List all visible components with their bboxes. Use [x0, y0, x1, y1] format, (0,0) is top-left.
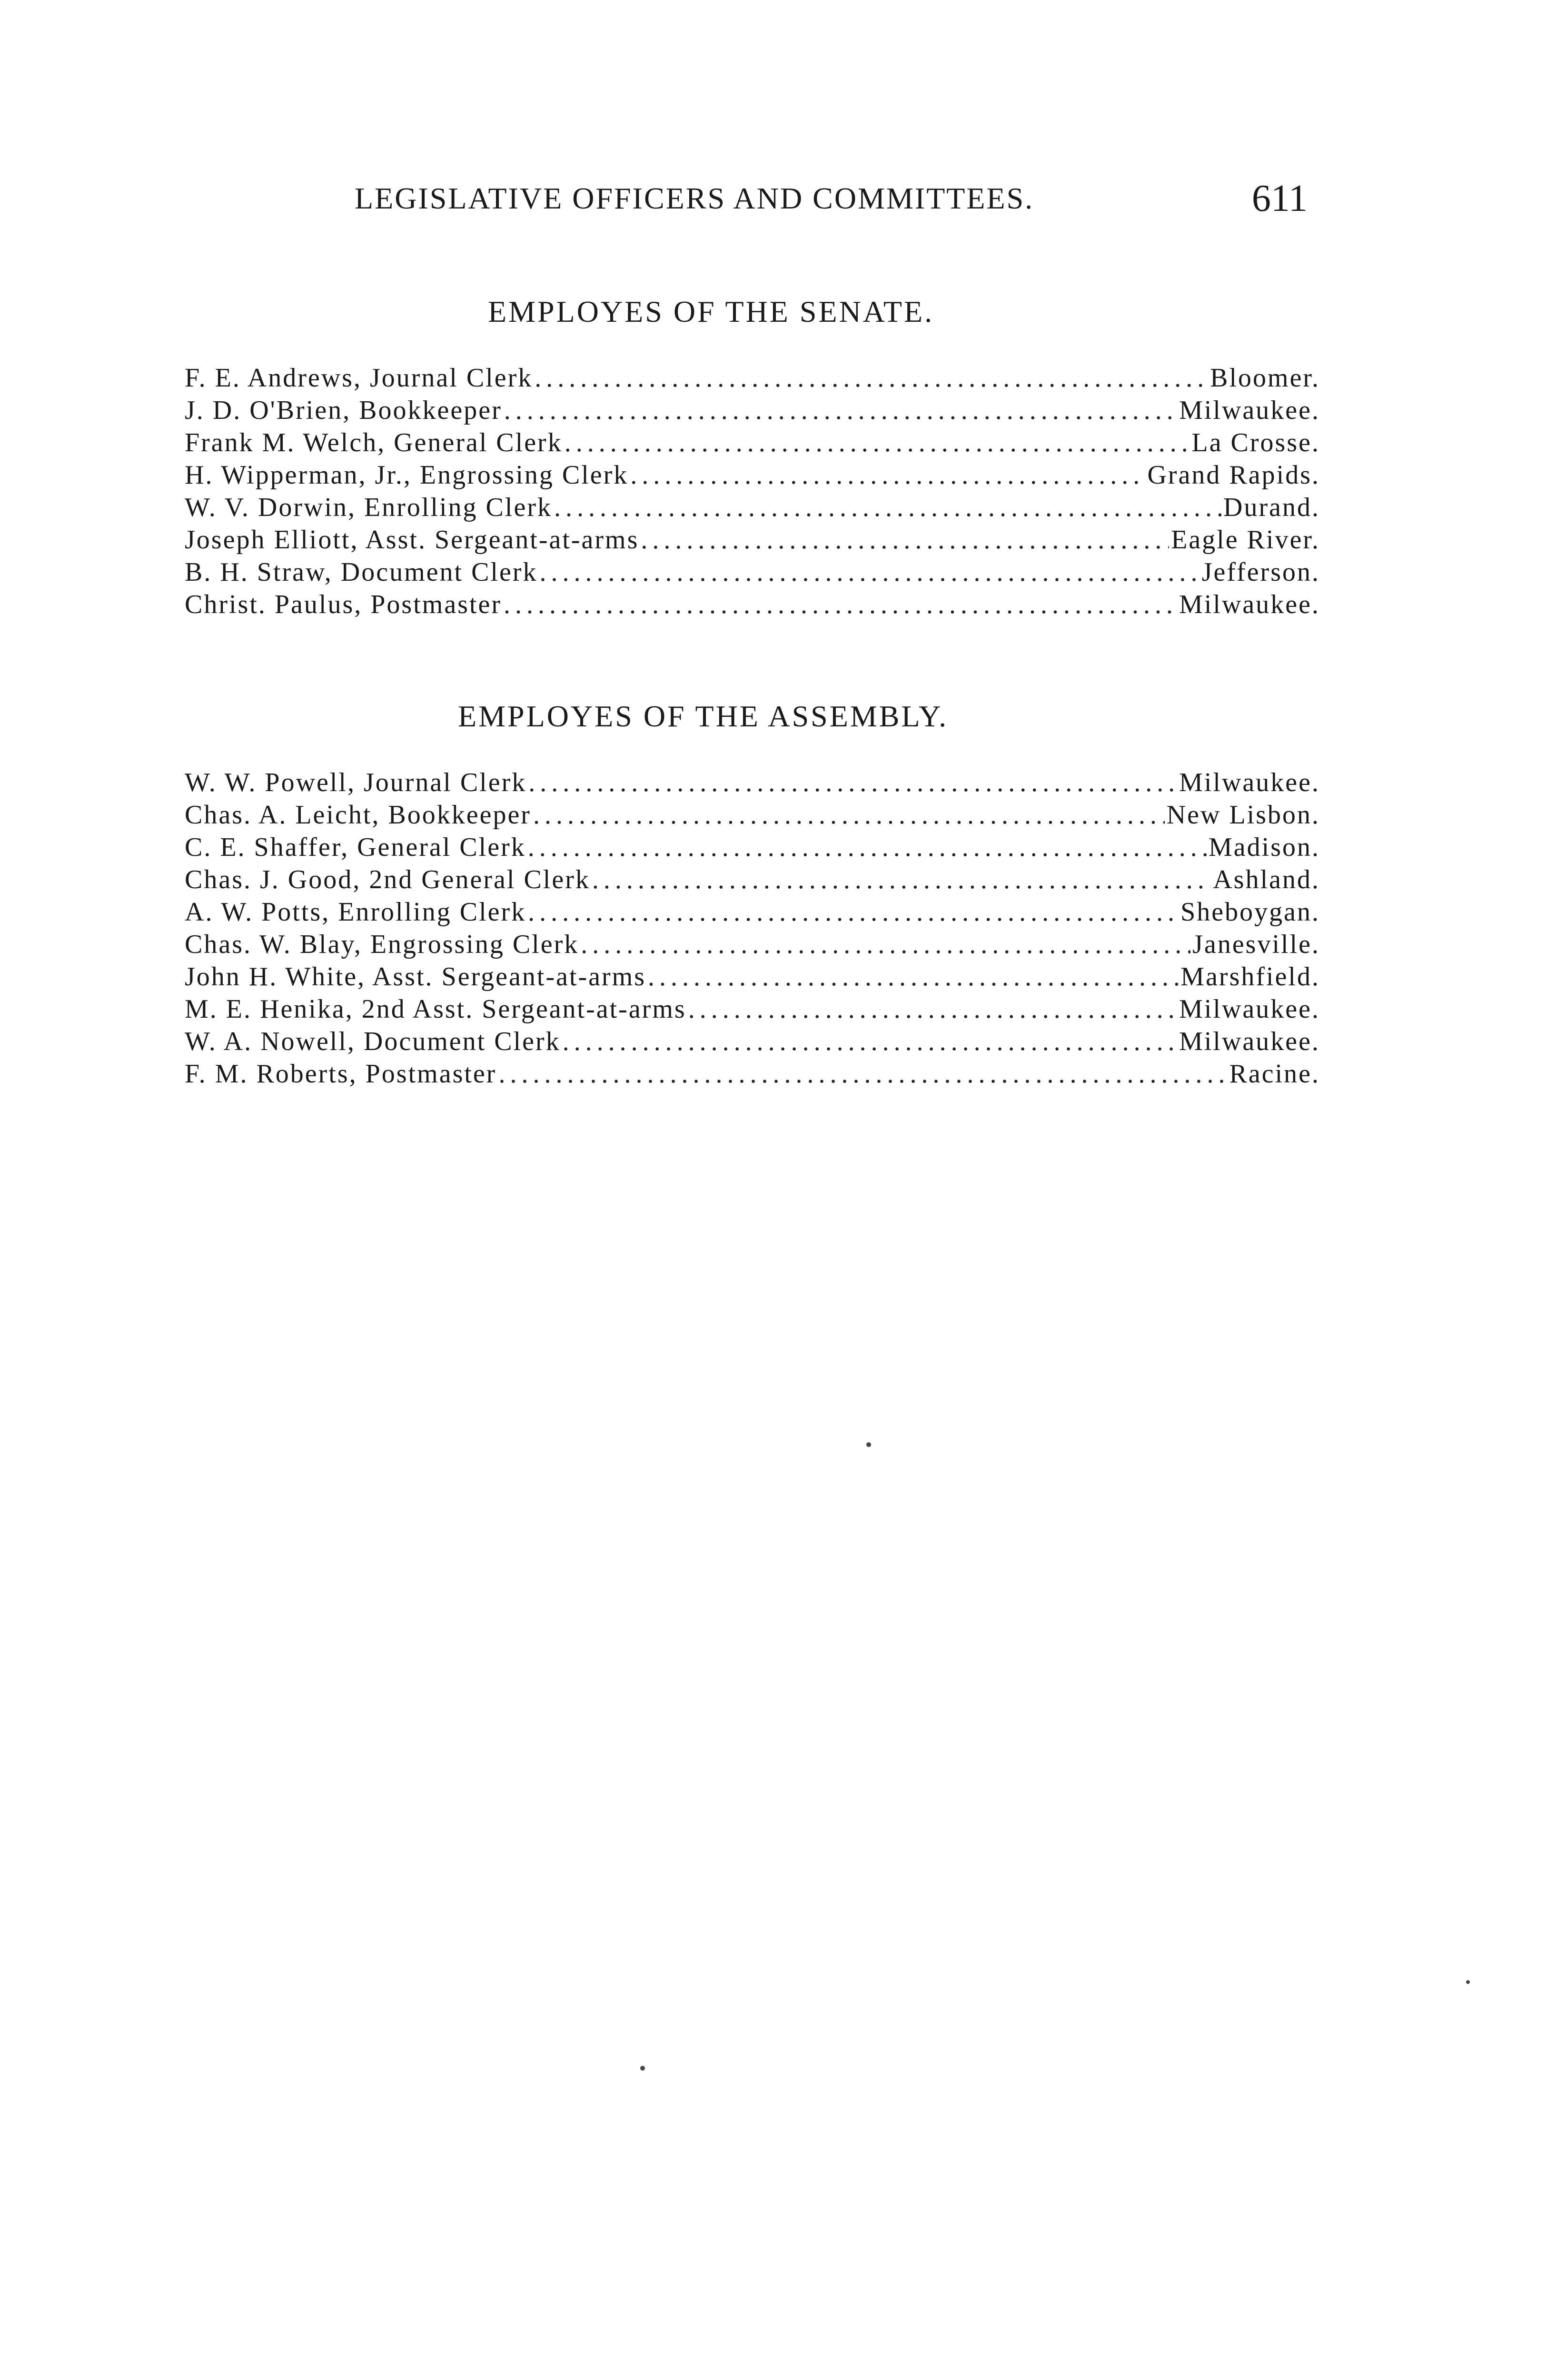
- employee-residence: Ashland.: [1213, 865, 1320, 894]
- dot-leader: [581, 928, 1190, 961]
- employee-name-role: Chas. W. Blay, Engrossing Clerk: [185, 930, 579, 959]
- list-item: [185, 394, 1320, 426]
- employee-name-role: B. H. Straw, Document Clerk: [185, 557, 538, 587]
- dot-leader: [533, 799, 1165, 831]
- employee-residence: Durand.: [1223, 493, 1320, 522]
- employee-residence: Eagle River.: [1171, 525, 1320, 555]
- list-item: [185, 831, 1320, 863]
- list-item: [185, 362, 1320, 394]
- employee-name-role: Joseph Elliott, Asst. Sergeant-at-arms: [185, 525, 639, 555]
- employee-residence: Milwaukee.: [1179, 994, 1320, 1024]
- list-item: [185, 928, 1320, 961]
- employee-residence: Janesville.: [1192, 930, 1320, 959]
- dot-leader: [565, 426, 1190, 459]
- dot-leader: [630, 459, 1145, 491]
- employee-name-role: John H. White, Asst. Sergeant-at-arms: [185, 962, 646, 992]
- employee-name-role: J. D. O'Brien, Bookkeeper: [185, 396, 502, 425]
- employee-name-role: C. E. Shaffer, General Clerk: [185, 833, 526, 862]
- employee-residence: Milwaukee.: [1179, 396, 1320, 425]
- dot-leader: [498, 1058, 1227, 1090]
- dot-leader: [648, 961, 1179, 993]
- print-speck: [866, 1442, 871, 1447]
- list-item: [185, 588, 1320, 621]
- employee-residence: Madison.: [1209, 833, 1320, 862]
- print-speck: [1466, 1980, 1470, 1984]
- employee-name-role: Chas. A. Leicht, Bookkeeper: [185, 800, 531, 830]
- employee-residence: Racine.: [1229, 1059, 1320, 1089]
- dot-leader: [592, 863, 1211, 896]
- list-item: [185, 556, 1320, 588]
- employee-residence: Sheboygan.: [1180, 897, 1320, 927]
- employee-name-role: Chas. J. Good, 2nd General Clerk: [185, 865, 590, 894]
- list-item: [185, 993, 1320, 1025]
- dot-leader: [504, 394, 1177, 426]
- employee-name-role: Frank M. Welch, General Clerk: [185, 428, 563, 457]
- dot-leader: [641, 524, 1169, 556]
- list-item: [185, 1058, 1320, 1090]
- list-item: [185, 1025, 1320, 1058]
- list-item: [185, 961, 1320, 993]
- employee-residence: Jefferson.: [1201, 557, 1320, 587]
- employee-residence: Milwaukee.: [1179, 768, 1320, 797]
- senate-employee-list: [185, 362, 1320, 621]
- dot-leader: [540, 556, 1200, 588]
- employee-residence: Marshfield.: [1180, 962, 1320, 992]
- list-item: [185, 491, 1320, 524]
- list-item: [185, 459, 1320, 491]
- employee-name-role: A. W. Potts, Enrolling Clerk: [185, 897, 526, 927]
- assembly-section-title: EMPLOYES OF THE ASSEMBLY.: [458, 699, 949, 733]
- employee-residence: Grand Rapids.: [1147, 460, 1320, 490]
- employee-name-role: F. E. Andrews, Journal Clerk: [185, 363, 533, 393]
- dot-leader: [528, 831, 1207, 863]
- page-number: 611: [1252, 178, 1308, 219]
- list-item: [185, 426, 1320, 459]
- assembly-employee-list: [185, 766, 1320, 1090]
- employee-name-role: Christ. Paulus, Postmaster: [185, 590, 502, 619]
- running-head: LEGISLATIVE OFFICERS AND COMMITTEES.: [355, 181, 1034, 215]
- senate-section-title: EMPLOYES OF THE SENATE.: [488, 295, 934, 328]
- employee-name-role: W. V. Dorwin, Enrolling Clerk: [185, 493, 552, 522]
- employee-residence: Milwaukee.: [1179, 1027, 1320, 1056]
- dot-leader: [504, 588, 1177, 621]
- list-item: [185, 799, 1320, 831]
- employee-name-role: M. E. Henika, 2nd Asst. Sergeant-at-arms: [185, 994, 686, 1024]
- list-item: [185, 524, 1320, 556]
- employee-residence: La Crosse.: [1191, 428, 1320, 457]
- employee-name-role: W. A. Nowell, Document Clerk: [185, 1027, 561, 1056]
- employee-name-role: H. Wipperman, Jr., Engrossing Clerk: [185, 460, 629, 490]
- employee-residence: Milwaukee.: [1179, 590, 1320, 619]
- dot-leader: [535, 362, 1208, 394]
- dot-leader: [528, 896, 1179, 928]
- dot-leader: [563, 1025, 1177, 1058]
- employee-name-role: W. W. Powell, Journal Clerk: [185, 768, 527, 797]
- list-item: [185, 863, 1320, 896]
- list-item: [185, 766, 1320, 799]
- employee-residence: New Lisbon.: [1166, 800, 1320, 830]
- employee-residence: Bloomer.: [1210, 363, 1320, 393]
- dot-leader: [528, 766, 1177, 799]
- employee-name-role: F. M. Roberts, Postmaster: [185, 1059, 497, 1089]
- print-speck: [640, 2066, 645, 2071]
- dot-leader: [554, 491, 1221, 524]
- list-item: [185, 896, 1320, 928]
- dot-leader: [688, 993, 1177, 1025]
